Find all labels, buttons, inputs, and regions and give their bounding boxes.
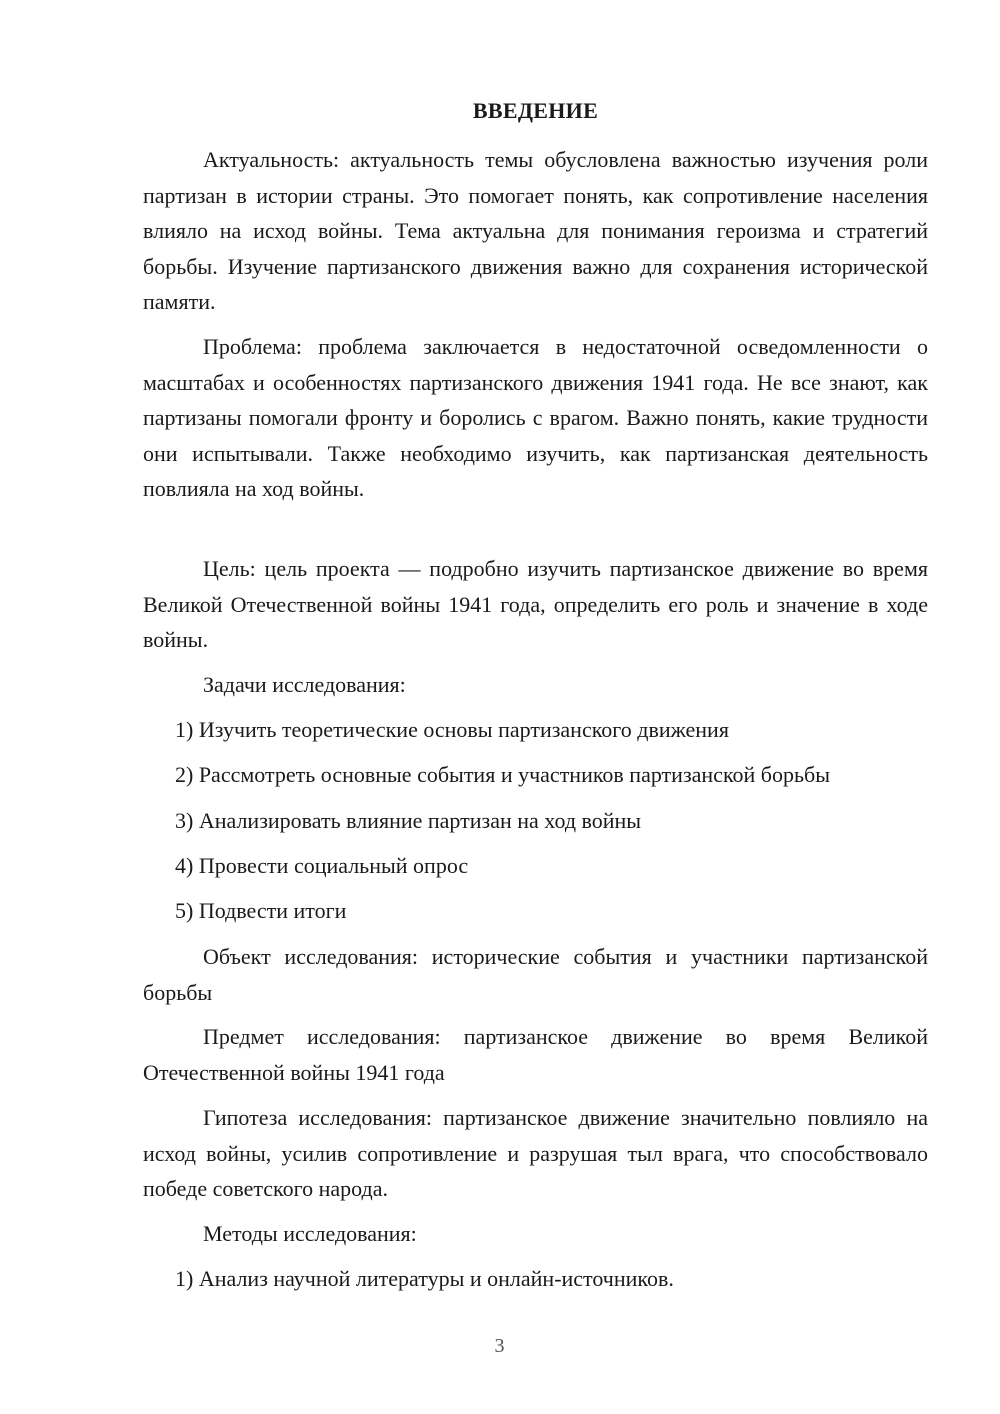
relevance-paragraph: Актуальность: актуальность темы обусловлена важностью изучения роли партизан в истории страны. Это помогает понять, как сопротивление населения влияло на исход войны. Тема актуальна для понимания героизма и стратегий борьбы. Изучение партизанского движения важно для сохранения исторической памяти. — [143, 147, 928, 314]
page-number: 3 — [494, 1335, 505, 1357]
task-item-5: 5) Подвести итоги — [175, 898, 347, 923]
page-title: ВВЕДЕНИЕ — [472, 98, 599, 123]
methods-heading: Методы исследования: — [203, 1221, 417, 1246]
task-item-4: 4) Провести социальный опрос — [175, 853, 469, 878]
goal-paragraph: Цель: цель проекта — подробно изучить партизанское движение во время Великой Отечественной войны 1941 года, определить его роль и значение в ходе войны. — [143, 556, 928, 652]
hypothesis-paragraph: Гипотеза исследования: партизанское движение значительно повлияло на исход войны, усилив сопротивление и разрушая тыл врага, что способствовало победе советского народа. — [143, 1105, 928, 1201]
object-paragraph: Объект исследования: исторические события и участники партизанской борьбы — [143, 944, 928, 1005]
subject-paragraph: Предмет исследования: партизанское движение во время Великой Отечественной войны 1941 года — [143, 1024, 928, 1085]
document-page — [143, 0, 928, 1414]
problem-paragraph: Проблема: проблема заключается в недостаточной осведомленности о масштабах и особенностях партизанского движения 1941 года. Не все знают, как партизаны помогали фронту и боролись с врагом. Важно понять, какие трудности они испытывали. Также необходимо изучить, как партизанская деятельность повлияла на ход войны. — [143, 334, 928, 501]
task-item-2: 2) Рассмотреть основные события и участников партизанской борьбы — [175, 762, 830, 787]
task-item-1: 1) Изучить теоретические основы партизанского движения — [175, 717, 729, 742]
method-item-1: 1) Анализ научной литературы и онлайн-источников. — [175, 1266, 674, 1291]
task-item-3: 3) Анализировать влияние партизан на ход войны — [175, 808, 642, 833]
tasks-heading: Задачи исследования: — [203, 672, 406, 697]
